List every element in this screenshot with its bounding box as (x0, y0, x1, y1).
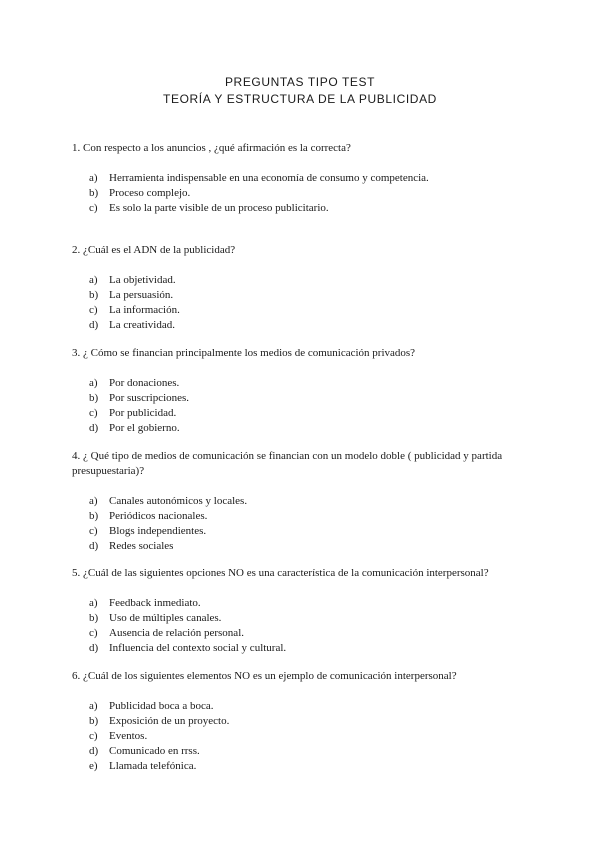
option-1a (72, 171, 532, 186)
document-title: PREGUNTAS TIPO TEST (224, 75, 376, 89)
option-2c (72, 303, 532, 318)
option-letter: c) (89, 525, 98, 537)
option-letter: b) (89, 392, 99, 404)
option-text: Influencia del contexto social y cultural. (109, 642, 287, 654)
option-letter: a) (89, 172, 98, 184)
option-text: Llamada telefónica. (109, 760, 197, 772)
option-text: Por el gobierno. (109, 422, 180, 434)
option-3a (72, 376, 532, 391)
question-6-options (72, 699, 532, 774)
option-letter: d) (89, 540, 99, 552)
option-text: Redes sociales (109, 540, 174, 552)
option-letter: d) (89, 422, 99, 434)
option-letter: a) (89, 495, 98, 507)
option-letter: a) (89, 377, 98, 389)
option-letter: d) (89, 745, 99, 757)
option-2a (72, 273, 532, 288)
option-letter: c) (89, 202, 98, 214)
option-text: Por donaciones. (109, 377, 180, 389)
option-letter: c) (89, 407, 98, 419)
option-1b (72, 186, 532, 201)
option-4c (72, 524, 532, 539)
question-4-options (72, 494, 532, 554)
option-letter: b) (89, 510, 99, 522)
option-6b (72, 714, 532, 729)
question-6 (72, 669, 532, 774)
document-header (0, 74, 600, 108)
question-1-text: 1. Con respecto a los anuncios , ¿qué afirmación es la correcta? (72, 142, 351, 154)
option-text: Proceso complejo. (109, 187, 191, 199)
option-3d (72, 421, 532, 436)
option-letter: b) (89, 612, 99, 624)
option-text: Blogs independientes. (109, 525, 207, 537)
option-2d (72, 318, 532, 333)
option-6c (72, 729, 532, 744)
question-3-options (72, 376, 532, 436)
option-text: La objetividad. (109, 274, 176, 286)
option-6d (72, 744, 532, 759)
question-3 (72, 346, 532, 436)
option-letter: c) (89, 627, 98, 639)
option-letter: e) (89, 760, 98, 772)
option-letter: b) (89, 715, 99, 727)
question-3-text: 3. ¿ Cómo se financian principalmente los medios de comunicación privados? (72, 347, 416, 359)
option-5b (72, 611, 532, 626)
option-text: Periódicos nacionales. (109, 510, 208, 522)
option-letter: a) (89, 700, 98, 712)
option-letter: a) (89, 597, 98, 609)
option-5a (72, 596, 532, 611)
option-text: La información. (109, 304, 180, 316)
option-4d (72, 539, 532, 554)
question-1-options (72, 171, 532, 216)
option-text: Herramienta indispensable en una economía de consumo y competencia. (109, 172, 429, 184)
option-text: Uso de múltiples canales. (109, 612, 222, 624)
option-text: Ausencia de relación personal. (109, 627, 244, 639)
option-text: Comunicado en rrss. (109, 745, 200, 757)
option-letter: b) (89, 187, 99, 199)
question-5 (72, 566, 532, 656)
question-2-text: 2. ¿Cuál es el ADN de la publicidad? (72, 244, 236, 256)
option-text: La persuasión. (109, 289, 174, 301)
option-1c (72, 201, 532, 216)
option-text: Es solo la parte visible de un proceso publicitario. (109, 202, 329, 214)
option-6e (72, 759, 532, 774)
option-3b (72, 391, 532, 406)
option-letter: d) (89, 642, 99, 654)
option-letter: c) (89, 730, 98, 742)
question-2-options (72, 273, 532, 333)
option-text: Por suscripciones. (109, 392, 190, 404)
option-5c (72, 626, 532, 641)
question-4 (72, 449, 532, 554)
option-text: Por publicidad. (109, 407, 177, 419)
question-6-text: 6. ¿Cuál de los siguientes elementos NO es un ejemplo de comunicación interpersonal? (72, 670, 457, 682)
question-5-options (72, 596, 532, 656)
option-letter: d) (89, 319, 99, 331)
option-2b (72, 288, 532, 303)
option-3c (72, 406, 532, 421)
option-text: Publicidad boca a boca. (109, 700, 214, 712)
option-6a (72, 699, 532, 714)
option-4b (72, 509, 532, 524)
option-letter: a) (89, 274, 98, 286)
question-5-text: 5. ¿Cuál de las siguientes opciones NO es una característica de la comunicación interpersonal? (72, 567, 489, 579)
option-letter: b) (89, 289, 99, 301)
option-text: Canales autonómicos y locales. (109, 495, 248, 507)
option-text: La creatividad. (109, 319, 175, 331)
option-5d (72, 641, 532, 656)
option-4a (72, 494, 532, 509)
question-2 (72, 243, 532, 333)
option-text: Feedback inmediato. (109, 597, 201, 609)
option-letter: c) (89, 304, 98, 316)
option-text: Exposición de un proyecto. (109, 715, 230, 727)
option-text: Eventos. (109, 730, 148, 742)
question-4-text: 4. ¿ Qué tipo de medios de comunicación se financian con un modelo doble ( publicidad y partida presupuestaria)? (72, 450, 503, 477)
question-1 (72, 141, 532, 216)
document-subtitle: TEORÍA Y ESTRUCTURA DE LA PUBLICIDAD (163, 92, 437, 106)
